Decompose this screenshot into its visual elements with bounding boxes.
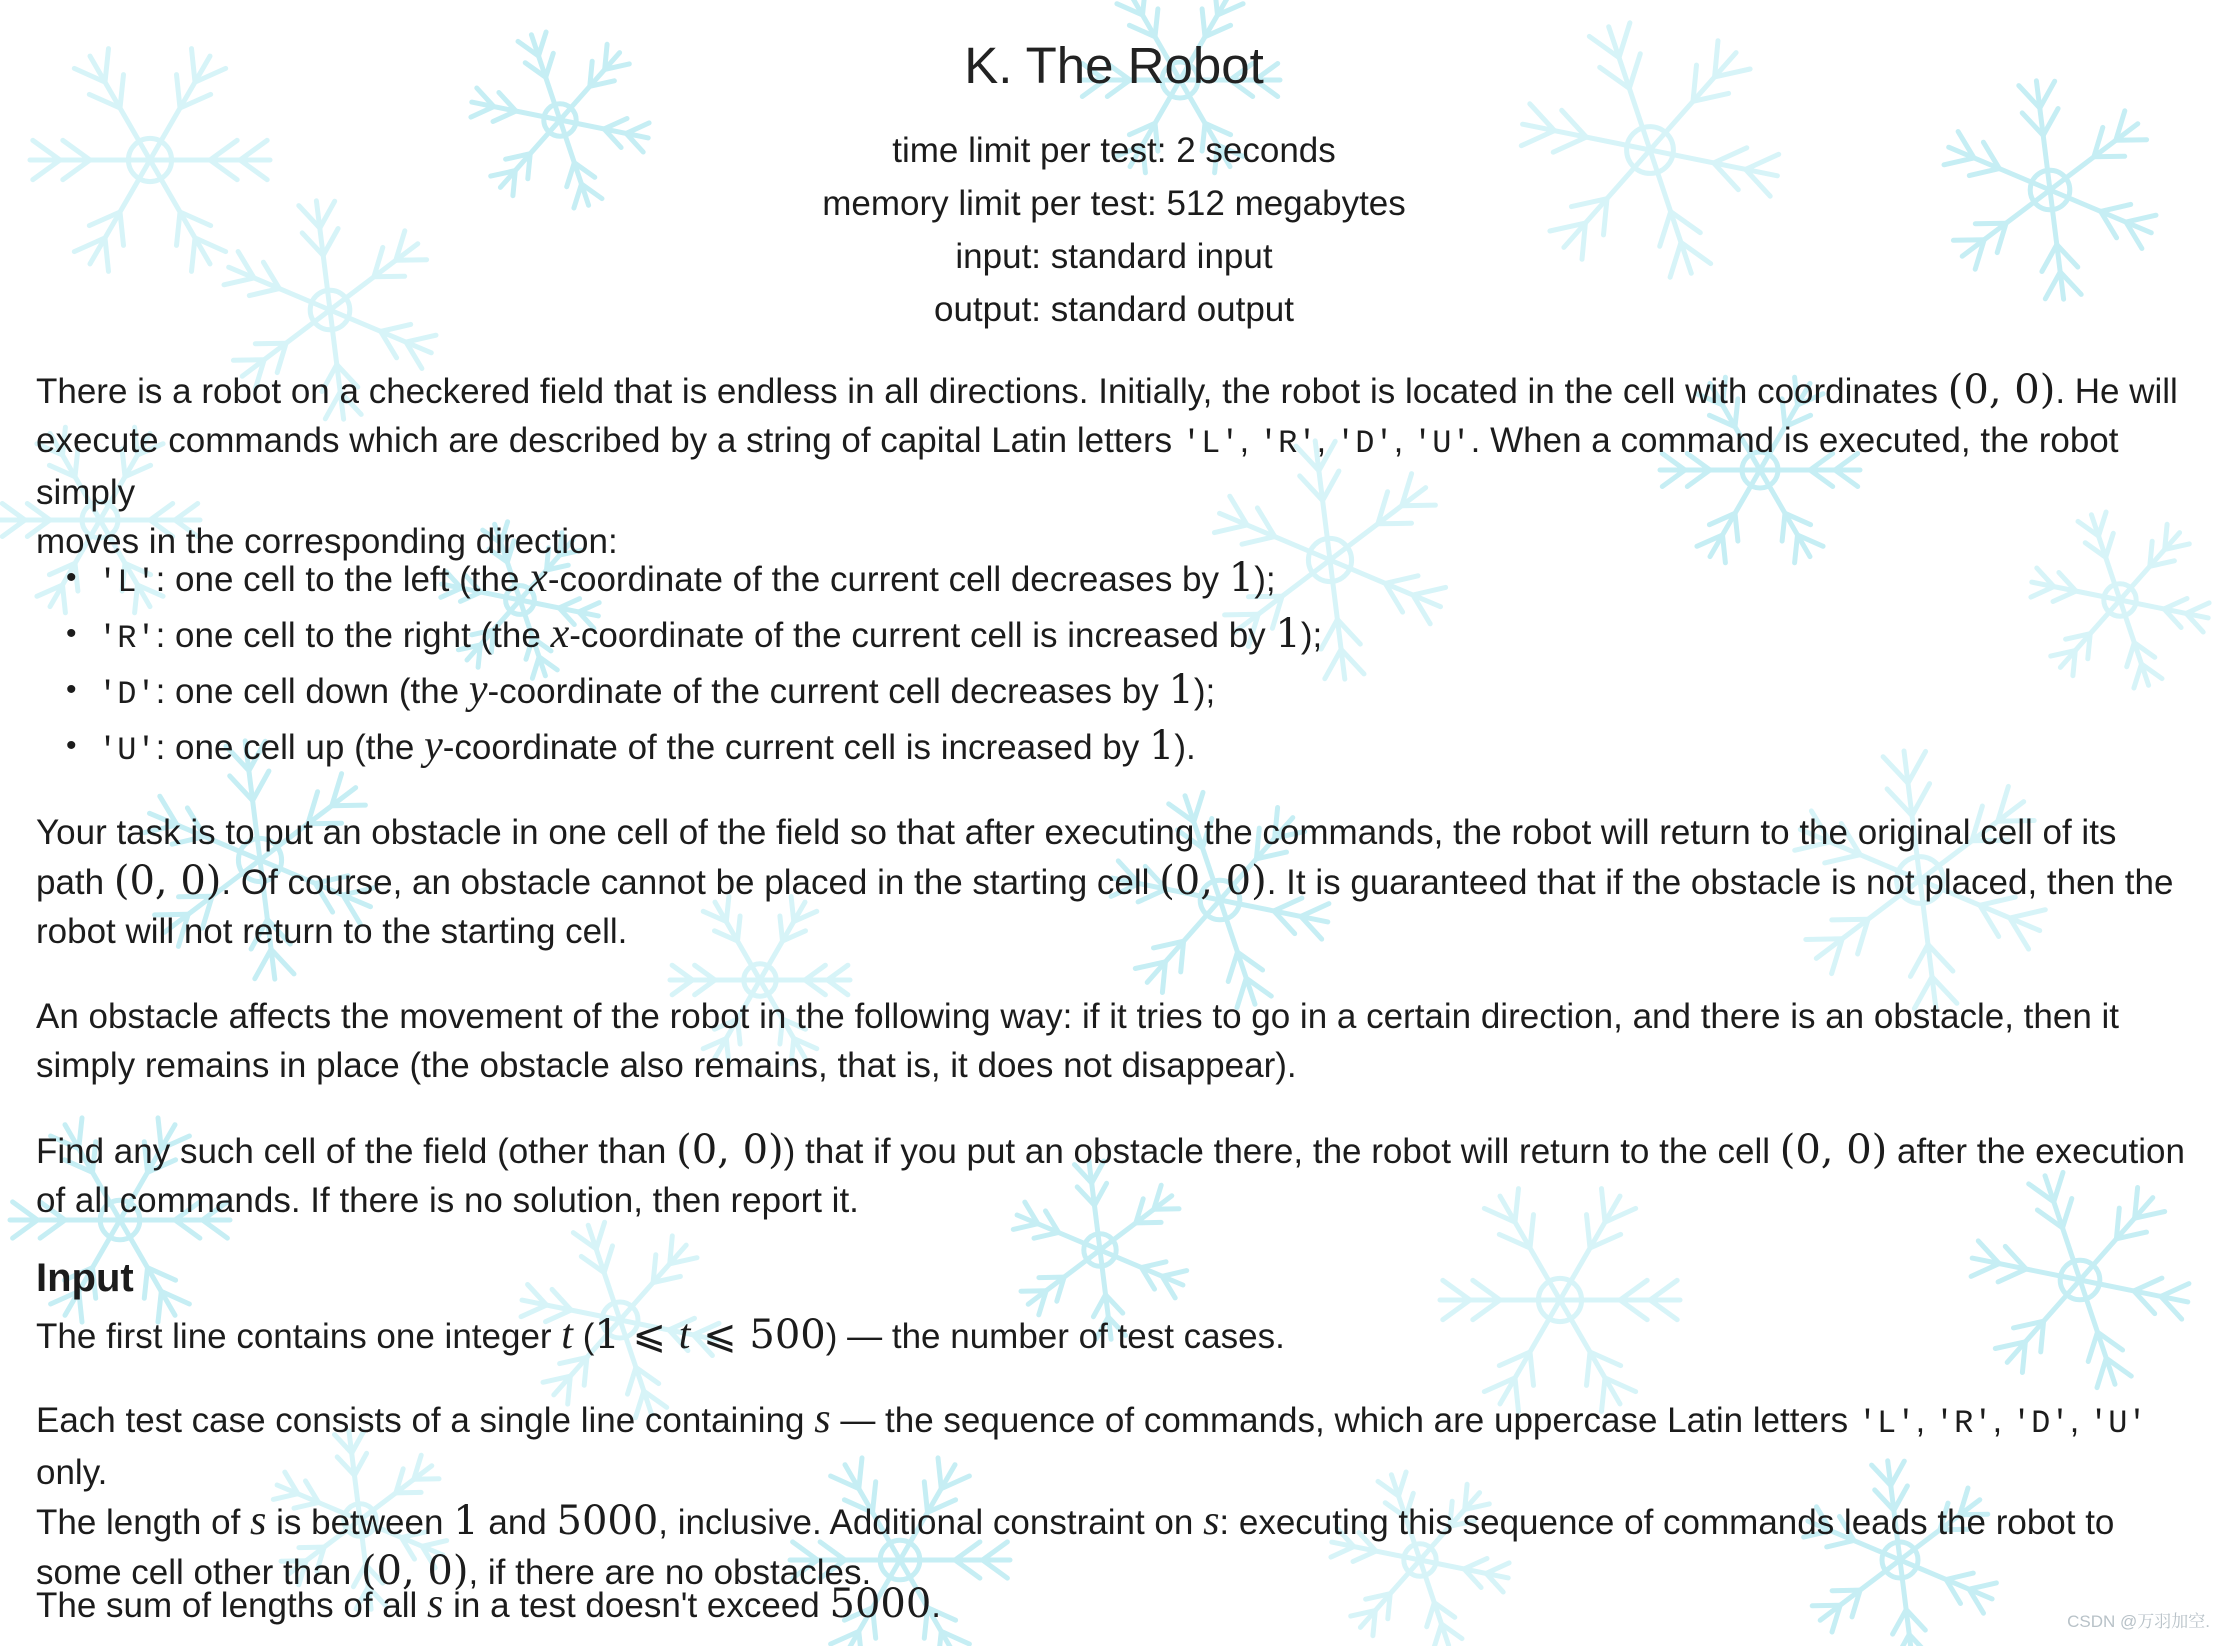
list-item: • 'R': one cell to the right (the x-coordinate of the current cell is increased by 1); (98, 606, 1322, 662)
statement-paragraph-3: An obstacle affects the movement of the robot in the following way: if it tries to go in a certain direction, and there is an obstacle, then it simply remains in place (the obstacle also remains, that is, it does not disappear). (36, 997, 2120, 1085)
math-origin: (0, 0) (1947, 367, 2056, 413)
output-spec: output: standard output (934, 290, 1294, 329)
input-paragraph-1: The first line contains one integer t (1 ⩽ t ⩽ 500) — the number of test cases. (36, 1312, 1285, 1358)
input-paragraph-2: Each test case consists of a single line containing s — the sequence of commands, which are uppercase Latin letters 'L', 'R', 'D', 'U' only. The length of s is between 1 and 5000, inclusive. Additional constraint on s: executing this sequence of commands leads the robot to some cell other than (0, 0), if there are no obstacles. (36, 1396, 2147, 1594)
input-heading: Input (36, 1256, 134, 1300)
statement-paragraph-4: Find any such cell of the field (other than (0, 0)) that if you put an obstacle there, the robot will return to the cell (0, 0) after the execution of all commands. If there is no solution, then report it. (36, 1127, 2185, 1220)
statement-paragraph-2: Your task is to put an obstacle in one cell of the field so that after executing the commands, the robot will return to the original cell of its path (0, 0). Of course, an obstacle cannot be placed in the starting cell (0, 0). It is guaranteed that if the obstacle is not placed, then the robot will not return to the starting cell. (36, 813, 2174, 951)
time-limit: time limit per test: 2 seconds (892, 131, 1336, 170)
code-R: 'R' (1258, 425, 1317, 462)
memory-limit: memory limit per test: 512 megabytes (822, 184, 1406, 223)
list-item: • 'D': one cell down (the y-coordinate of the current cell decreases by 1); (98, 662, 1322, 718)
page-title: K. The Robot (964, 37, 1264, 94)
limits-header (0, 124, 2228, 336)
code-U: 'U' (1413, 425, 1471, 462)
input-spec: input: standard input (955, 237, 1273, 276)
list-item: • 'L': one cell to the left (the x-coordinate of the current cell decreases by 1); (98, 550, 1322, 606)
input-paragraph-3: The sum of lengths of all s in a test doesn't exceed 5000. (36, 1581, 942, 1627)
commands-list (36, 550, 1322, 774)
list-item: • 'U': one cell up (the y-coordinate of the current cell is increased by 1). (98, 718, 1322, 774)
watermark: CSDN @万羽加空. (2067, 1612, 2210, 1631)
code-D: 'D' (1335, 425, 1394, 462)
statement-paragraph-1: There is a robot on a checkered field that is endless in all directions. Initially, the robot is located in the cell with coordinates (0, 0). He will execute commands which are described by a string of capital Latin letters 'L', 'R', 'D', 'U'. When a command is executed, the robot simply moves in the corresponding direction: (36, 367, 2178, 561)
code-L: 'L' (1181, 425, 1240, 462)
